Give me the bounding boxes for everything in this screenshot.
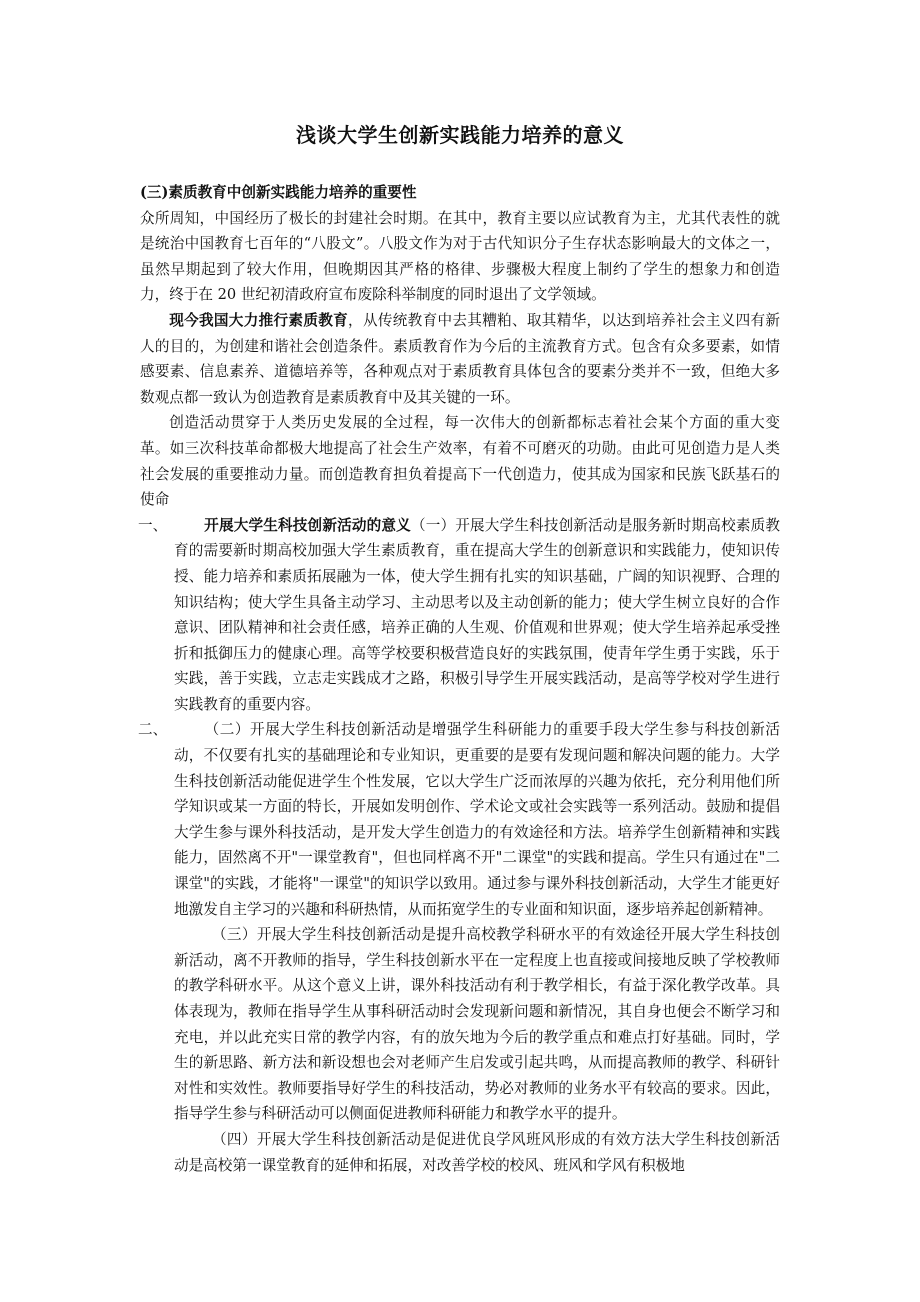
item-1-number: 一、	[138, 516, 168, 534]
paragraph-1: 众所周知，中国经历了极长的封建社会时期。在其中，教育主要以应试教育为主，尤其代表性的就是统治中国教育七百年的“八股文”。八股文作为对于古代知识分子生存状态影响最大的文体之一，虽然早期起到了较大作用，但晚期因其严格的格律、步骤极大程度上制约了学生的想象力和创造力，终于在 20 世纪初清政府宣布废除科举制度的同时退出了文学领域。	[140, 209, 780, 304]
paragraph-2-text: ，从传统教育中去其糟粕、取其精华，以达到培养社会主义四有新人的目的，为创建和谐社会创造条件。素质教育作为今后的主流教育方式。包含有众多要素，如情感要素、信息素养、道德培养等，各种观点对于素质教育具体包含的要素分类并不一致，但绝大多数观点都一致认为创造教育是素质教育中及其关键的一环。	[140, 311, 780, 406]
paragraph-2-bold-lead: 现今我国大力推行素质教育	[169, 311, 349, 329]
numbered-item-2	[140, 717, 780, 922]
section-heading: (三)素质教育中创新实践能力培养的重要性	[140, 184, 417, 201]
paragraph-3: 创造活动贯穿于人类历史发展的全过程，每一次伟大的创新都标志着社会某个方面的重大变革。如三次科技革命都极大地提高了社会生产效率，有着不可磨灭的功勋。由此可见创造力是人类社会发展的重要推动力量。而创造教育担负着提高下一代创造力，使其成为国家和民族飞跃基石的使命	[140, 414, 780, 509]
numbered-item-1	[140, 513, 780, 718]
item-2-number: 二、	[138, 721, 168, 739]
sub-paragraph-4: （四）开展大学生科技创新活动是促进优良学风班风形成的有效方法大学生科技创新活动是高校第一课堂教育的延伸和拓展，对改善学校的校风、班风和学风有积极地	[174, 1130, 780, 1174]
sub-paragraph-3: （三）开展大学生科技创新活动是提升高校教学科研水平的有效途径开展大学生科技创新活动，离不开教师的指导，学生科技创新水平在一定程度上也直接或间接地反映了学校教师的教学科研水平。从这个意义上讲，课外科技活动有利于教学相长，有益于深化教学改革。具体表现为，教师在指导学生从事科研活动时会发现新问题和新情况，其自身也便会不断学习和充电，并以此充实日常的教学内容，有的放矢地为今后的教学重点和难点打好基础。同时，学生的新思路、新方法和新设想也会对老师产生启发或引起共鸣，从而提高教师的教学、科研针对性和实效性。教师要指导好学生的科技活动，势必对教师的业务水平有较高的要求。因此，指导学生参与科研活动可以侧面促进教师科研能力和教学水平的提升。	[174, 926, 780, 1123]
paragraph-2	[140, 308, 780, 410]
item-2-text: （二）开展大学生科技创新活动是增强学生科研能力的重要手段大学生参与科技创新活动，不仅要有扎实的基础理论和专业知识，更重要的是要有发现问题和解决问题的能力。大学生科技创新活动能促进学生个性发展，它以大学生广泛而浓厚的兴趣为依托，充分利用他们所学知识或某一方面的特长，开展如发明创作、学术论文或社会实践等一系列活动。鼓励和提倡大学生参与课外科技活动，是开发大学生创造力的有效途径和方法。培养学生创新精神和实践能力，固然离不开"一课堂教育"，但也同样离不开"二课堂"的实践和提高。学生只有通过在"二课堂"的实践，才能将"一课堂"的知识学以致用。通过参与课外科技创新活动，大学生才能更好地激发自主学习的兴趣和科研热情，从而拓宽学生的专业面和知识面，逐步培养起创新精神。	[174, 721, 780, 918]
document-body	[140, 180, 780, 1178]
item-1-heading: 开展大学生科技创新活动的意义	[204, 516, 411, 534]
item-1-text: （一）开展大学生科技创新活动是服务新时期高校素质教育的需要新时期高校加强大学生素质教育，重在提高大学生的创新意识和实践能力，使知识传授、能力培养和素质拓展融为一体，使大学生拥有扎实的知识基础，广阔的知识视野、合理的知识结构；使大学生具备主动学习、主动思考以及主动创新的能力；使大学生树立良好的合作意识、团队精神和社会责任感，培养正确的人生观、价值观和世界观；使大学生培养起承受挫折和抵御压力的健康心理。高等学校要积极营造良好的实践氛围，使青年学生勇于实践，乐于实践，善于实践，立志走实践成才之路，积极引导学生开展实践活动，是高等学校对学生进行实践教育的重要内容。	[174, 516, 780, 713]
document-title: 浅谈大学生创新实践能力培养的意义	[296, 123, 624, 147]
